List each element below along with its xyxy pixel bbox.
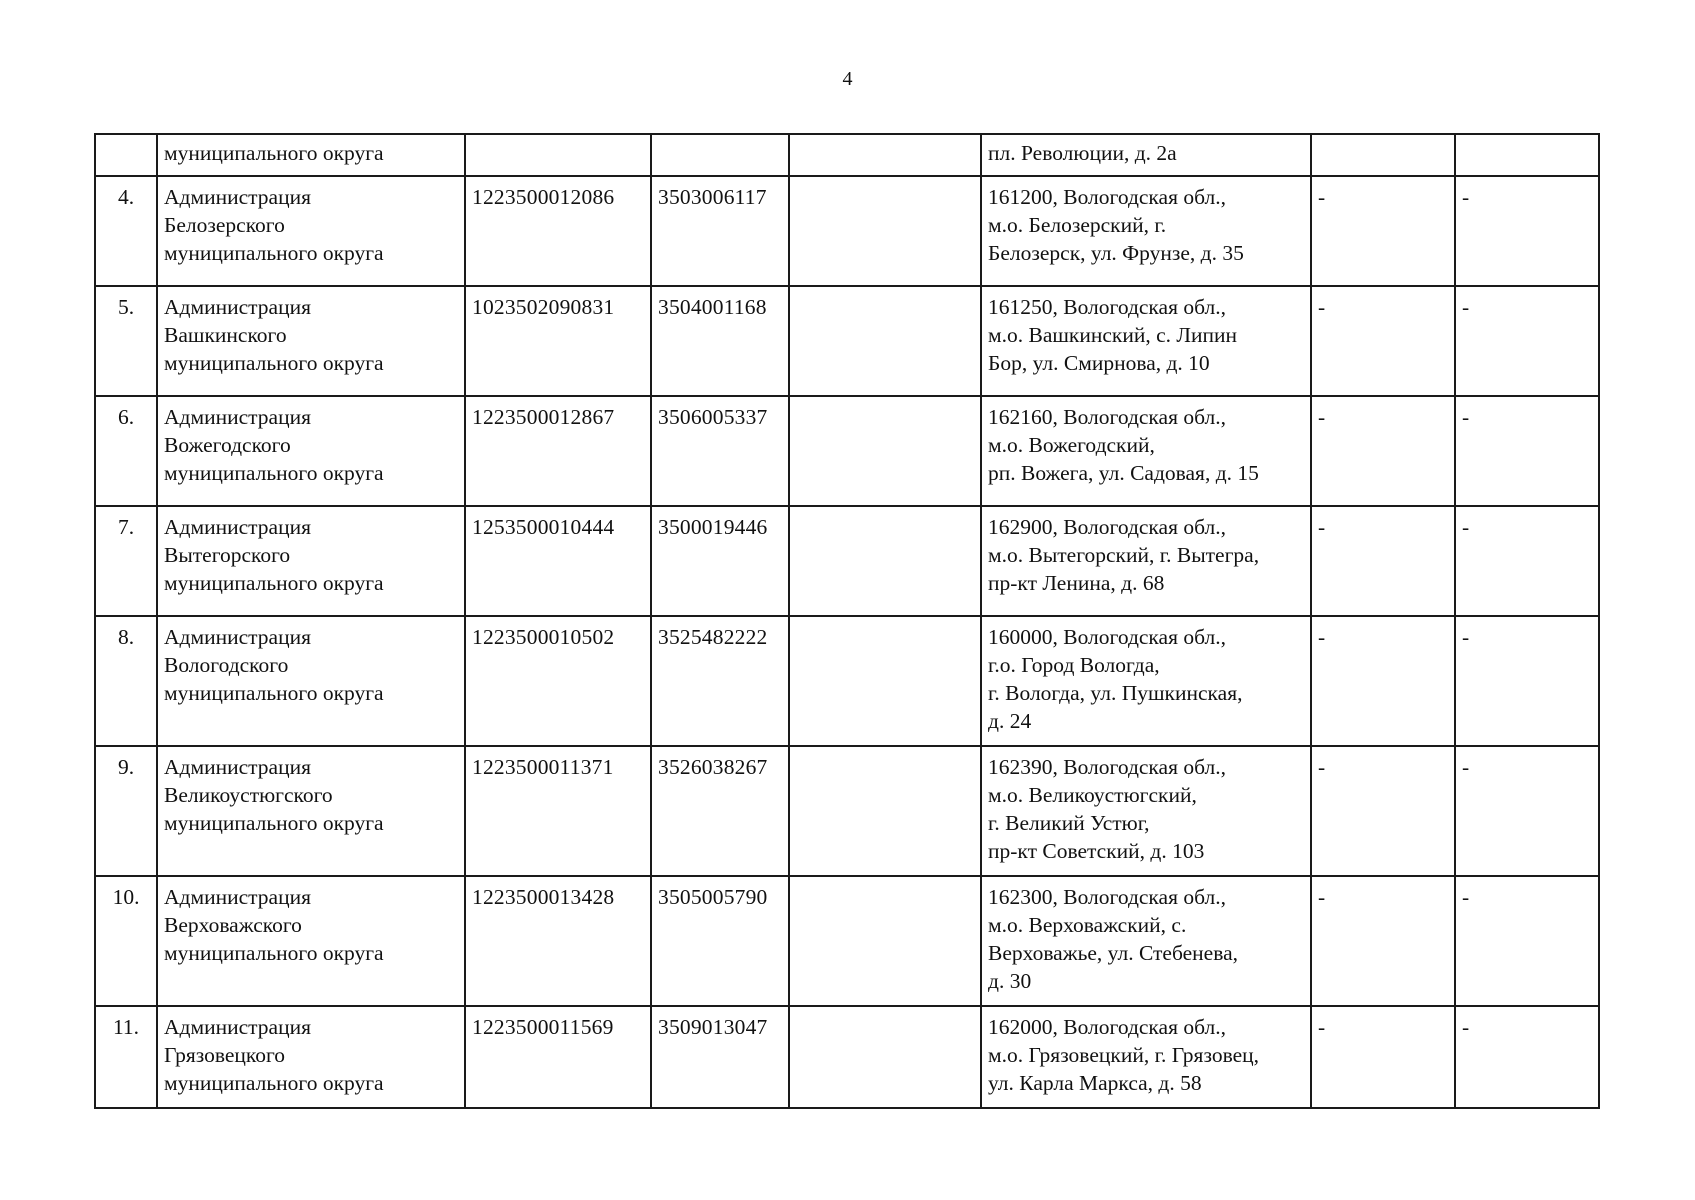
table-row [95, 746, 1599, 876]
column-7-cell [1311, 134, 1455, 176]
address-line: 162000, Вологодская обл., [988, 1015, 1226, 1039]
column-7-cell: - [1311, 176, 1455, 286]
row-number-cell: 8. [95, 616, 157, 746]
empty-cell [789, 616, 981, 746]
name-line: муниципального округа [164, 811, 384, 835]
name-line: муниципального округа [164, 681, 384, 705]
name-line: Вологодского [164, 653, 289, 677]
table-row [95, 876, 1599, 1006]
address-line: Белозерск, ул. Фрунзе, д. 35 [988, 241, 1244, 265]
inn-cell: 3506005337 [651, 396, 789, 506]
address-line: 162900, Вологодская обл., [988, 515, 1226, 539]
address-cell [981, 746, 1311, 876]
inn-cell: 3505005790 [651, 876, 789, 1006]
name-line: Вытегорского [164, 543, 291, 567]
name-line: Администрация [164, 1015, 311, 1039]
ogrn-cell: 1223500010502 [465, 616, 651, 746]
empty-cell [789, 134, 981, 176]
address-cell [981, 396, 1311, 506]
row-number-cell: 6. [95, 396, 157, 506]
ogrn-cell: 1223500011371 [465, 746, 651, 876]
table-row [95, 396, 1599, 506]
address-cell [981, 134, 1311, 176]
name-line: Администрация [164, 755, 311, 779]
address-line: г. Вологда, ул. Пушкинская, [988, 681, 1243, 705]
address-line: Бор, ул. Смирнова, д. 10 [988, 351, 1210, 375]
ogrn-cell [465, 134, 651, 176]
row-number-cell: 11. [95, 1006, 157, 1108]
address-line: пр-кт Советский, д. 103 [988, 839, 1205, 863]
address-line: ул. Карла Маркса, д. 58 [988, 1071, 1202, 1095]
organization-name-cell [157, 616, 465, 746]
ogrn-cell: 1223500011569 [465, 1006, 651, 1108]
name-line: муниципального округа [164, 1071, 384, 1095]
row-number-cell: 4. [95, 176, 157, 286]
name-line: Вашкинского [164, 323, 287, 347]
column-8-cell: - [1455, 396, 1599, 506]
address-line: м.о. Вытегорский, г. Вытегра, [988, 543, 1260, 567]
name-line: Белозерского [164, 213, 285, 237]
table-row [95, 616, 1599, 746]
organization-name-cell [157, 506, 465, 616]
row-number-cell: 7. [95, 506, 157, 616]
address-cell [981, 286, 1311, 396]
address-line: д. 30 [988, 969, 1032, 993]
column-7-cell: - [1311, 396, 1455, 506]
address-cell [981, 616, 1311, 746]
row-number-cell: 5. [95, 286, 157, 396]
table-row [95, 1006, 1599, 1108]
column-8-cell: - [1455, 176, 1599, 286]
address-line: д. 24 [988, 709, 1032, 733]
name-line: Администрация [164, 515, 311, 539]
column-8-cell: - [1455, 876, 1599, 1006]
organization-name-cell [157, 134, 465, 176]
name-line: Администрация [164, 185, 311, 209]
address-line: пл. Революции, д. 2а [988, 141, 1177, 165]
empty-cell [789, 1006, 981, 1108]
registry-table [94, 133, 1600, 1109]
name-line: муниципального округа [164, 351, 384, 375]
name-line: Администрация [164, 625, 311, 649]
address-line: г. Великий Устюг, [988, 811, 1150, 835]
inn-cell: 3525482222 [651, 616, 789, 746]
empty-cell [789, 876, 981, 1006]
organization-name-cell [157, 876, 465, 1006]
address-line: Верховажье, ул. Стебенева, [988, 941, 1238, 965]
address-line: 162160, Вологодская обл., [988, 405, 1226, 429]
address-line: 162390, Вологодская обл., [988, 755, 1226, 779]
column-7-cell: - [1311, 876, 1455, 1006]
address-cell [981, 1006, 1311, 1108]
column-8-cell: - [1455, 746, 1599, 876]
name-line: Великоустюгского [164, 783, 333, 807]
address-line: 161250, Вологодская обл., [988, 295, 1226, 319]
column-7-cell: - [1311, 506, 1455, 616]
column-7-cell: - [1311, 286, 1455, 396]
name-line: Вожегодского [164, 433, 291, 457]
ogrn-cell: 1223500012086 [465, 176, 651, 286]
column-8-cell: - [1455, 616, 1599, 746]
column-8-cell: - [1455, 1006, 1599, 1108]
name-line: Администрация [164, 405, 311, 429]
name-line: Верховажского [164, 913, 302, 937]
column-7-cell: - [1311, 1006, 1455, 1108]
empty-cell [789, 176, 981, 286]
ogrn-cell: 1223500013428 [465, 876, 651, 1006]
ogrn-cell: 1023502090831 [465, 286, 651, 396]
inn-cell: 3526038267 [651, 746, 789, 876]
row-number-cell: 10. [95, 876, 157, 1006]
inn-cell: 3500019446 [651, 506, 789, 616]
address-line: 160000, Вологодская обл., [988, 625, 1226, 649]
name-line: Администрация [164, 885, 311, 909]
inn-cell [651, 134, 789, 176]
address-line: г.о. Город Вологда, [988, 653, 1160, 677]
name-line: муниципального округа [164, 241, 384, 265]
inn-cell: 3509013047 [651, 1006, 789, 1108]
name-line: муниципального округа [164, 461, 384, 485]
table-row [95, 286, 1599, 396]
organization-name-cell [157, 396, 465, 506]
empty-cell [789, 746, 981, 876]
organization-name-cell [157, 176, 465, 286]
empty-cell [789, 396, 981, 506]
address-line: м.о. Вашкинский, с. Липин [988, 323, 1238, 347]
column-8-cell: - [1455, 506, 1599, 616]
address-line: м.о. Вожегодский, [988, 433, 1155, 457]
address-line: 161200, Вологодская обл., [988, 185, 1226, 209]
column-8-cell: - [1455, 286, 1599, 396]
name-line: муниципального округа [164, 571, 384, 595]
row-number-cell [95, 134, 157, 176]
empty-cell [789, 506, 981, 616]
organization-name-cell [157, 746, 465, 876]
address-line: м.о. Верховажский, с. [988, 913, 1187, 937]
table-row [95, 176, 1599, 286]
address-line: 162300, Вологодская обл., [988, 885, 1226, 909]
page-number: 4 [842, 68, 853, 90]
column-8-cell [1455, 134, 1599, 176]
table-row [95, 506, 1599, 616]
row-number-cell: 9. [95, 746, 157, 876]
address-cell [981, 876, 1311, 1006]
address-line: рп. Вожега, ул. Садовая, д. 15 [988, 461, 1259, 485]
name-line: муниципального округа [164, 141, 384, 165]
address-cell [981, 176, 1311, 286]
organization-name-cell [157, 286, 465, 396]
organization-name-cell [157, 1006, 465, 1108]
address-line: м.о. Великоустюгский, [988, 783, 1197, 807]
column-7-cell: - [1311, 616, 1455, 746]
name-line: Грязовецкого [164, 1043, 286, 1067]
column-7-cell: - [1311, 746, 1455, 876]
address-line: пр-кт Ленина, д. 68 [988, 571, 1165, 595]
ogrn-cell: 1223500012867 [465, 396, 651, 506]
inn-cell: 3503006117 [651, 176, 789, 286]
empty-cell [789, 286, 981, 396]
name-line: муниципального округа [164, 941, 384, 965]
inn-cell: 3504001168 [651, 286, 789, 396]
ogrn-cell: 1253500010444 [465, 506, 651, 616]
name-line: Администрация [164, 295, 311, 319]
address-cell [981, 506, 1311, 616]
address-line: м.о. Грязовецкий, г. Грязовец, [988, 1043, 1260, 1067]
address-line: м.о. Белозерский, г. [988, 213, 1167, 237]
table-row [95, 134, 1599, 176]
